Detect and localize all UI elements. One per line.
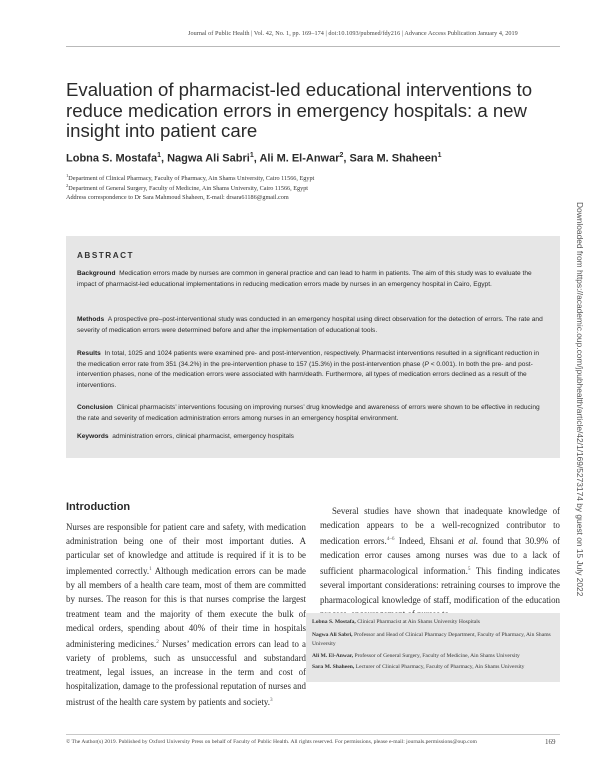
author-name: Lobna S. Mostafa (66, 152, 158, 165)
author-info (312, 663, 556, 672)
abstract-keywords-label: Keywords (77, 433, 109, 440)
author-name: Sara M. Shaheen (349, 152, 438, 165)
author-affil-ref: 1 (249, 152, 254, 159)
download-watermark-text: Downloaded from https://academic.oup.com/jpubhealth/article/42/1/169/5273174 by guest on 15 July 2022 (575, 202, 585, 597)
author-info-name: Lobna S. Mostafa, (312, 619, 356, 625)
introduction-left-column (66, 520, 306, 709)
author-affil-ref: 1 (157, 152, 161, 159)
abstract-conclusion-label: Conclusion (77, 404, 113, 411)
affiliation-number: 1 (66, 173, 69, 178)
abstract-background-label: Background (77, 270, 116, 277)
abstract-conclusion-text: Clinical pharmacists’ interventions focusing on improving nurses’ drug knowledge and awareness of errors were shown to be effective in reducing the rate and severity of medication administration errors among nurses in an emergency hospital environment. (77, 404, 540, 422)
author-name: Nagwa Ali Sabri (167, 152, 250, 165)
author-info (312, 631, 556, 648)
author-info-desc: Clinical Pharmacist at Ain Shams University Hospitals (355, 619, 480, 625)
author-info-name: Nagwa Ali Sabri, (312, 632, 353, 638)
abstract-methods-text: A prospective pre–post-interventional study was conducted in an emergency hospital using direct observation for the detection of errors. The rate and severity of medication errors were determined before and after the implementation of educational tools. (77, 316, 543, 334)
author-separator: , (253, 152, 260, 165)
affiliation-text: Department of Clinical Pharmacy, Faculty of Pharmacy, Ain Shams University, Cairo 11566, Egypt (68, 175, 315, 183)
author-info (312, 618, 556, 627)
introduction-heading: Introduction (66, 501, 131, 513)
abstract-keywords-text: administration errors, clinical pharmacist, emergency hospitals (112, 433, 294, 440)
body-text: found that 30.9% of medication error causes among nurses was due to a lack of sufficient pharmacological information. (320, 536, 560, 577)
abstract-background-text: Medication errors made by nurses are common in general practice and can lead to harm in patients. The aim of this study was to evaluate the impact of pharmacist-led educational implementations in reducing medication errors made by nurses in an emergency hospital in Cairo, Egypt. (77, 270, 532, 288)
abstract-background (77, 269, 549, 290)
citation-ref[interactable]: 4–6 (386, 536, 395, 543)
article-title: Evaluation of pharmacist-led educational interventions to reduce medication errors in emergency hospitals: a new insight into patient care (66, 79, 533, 141)
copyright-notice: © The Author(s) 2019. Published by Oxford University Press on behalf of Faculty of Public Health. All rights reserved. For permissions, please e-mail: journals.permissions@oup.com (66, 739, 477, 745)
author-info-name: Sara M. Shaheen, (312, 664, 355, 670)
abstract-methods (77, 315, 549, 336)
abstract-keywords (77, 432, 549, 443)
introduction-right-column (320, 504, 560, 621)
author-affil-ref: 2 (339, 152, 344, 159)
body-text: This finding indicates several important considerations: retraining courses to improve the pharmacological knowledge of staff, modification of the education (320, 566, 560, 605)
download-watermark (571, 202, 585, 597)
body-text: Several studies have shown that inadequate knowledge of medication appears to be a well-recognized contributor to medication errors. (320, 506, 560, 547)
running-head: Journal of Public Health | Vol. 42, No. 1, pp. 169–174 | doi:10.1093/pubmed/fdy216 | Advance Access Publication January 4, 2019 (188, 30, 518, 37)
author-separator: , (160, 152, 168, 165)
citation-ref[interactable]: 1 (149, 566, 152, 573)
abstract-results-text: < 0.001). In both the pre- and post-intervention phases, none of the medication errors were associated with harm/death. Furthermore, all types of medication errors declined as a result of the interventions. (77, 360, 533, 389)
author-info-desc: Professor of General Surgery, Faculty of Medicine, Ain Shams University (353, 653, 520, 659)
abstract-results (77, 349, 549, 391)
author-info-desc: Lecturer of Clinical Pharmacy, Faculty of Pharmacy, Ain Shams University (354, 664, 525, 670)
author-separator: , (343, 152, 350, 165)
abstract-methods-label: Methods (77, 316, 105, 323)
abstract-heading: ABSTRACT (77, 251, 135, 260)
header-rule (66, 46, 560, 47)
author-info (312, 652, 556, 661)
body-text: Nurses are responsible for patient care and safety, with medication administration being one of their most important duties. A particular set of knowledge and attitude is required if it is to be implemented correctly. (66, 522, 306, 577)
author-info-desc: Professor and Head of Clinical Pharmacy Department, Faculty of Pharmacy, Ain Shams University (312, 632, 551, 647)
body-text: Nurses’ medication errors can lead to a variety of problems, such as unsuccessful and substandard treatment, legal issues, an increase in the term and cost of hospitalization, damage to the professional reputation of nurses and mistrust of the health care system by patients and society. (66, 638, 306, 708)
author-affil-ref: 1 (437, 152, 442, 159)
abstract-results-text: In total, 1025 and 1024 patients were examined pre- and post-intervention, respectively. Pharmacist interventions resulted in a significant reduction in the medication error rate from 351 (34.2%) in the pre-intervention phase to 157 (15.3%) in the post-intervention phase ( (77, 350, 540, 368)
affiliation (66, 183, 308, 192)
body-text: Indeed, Ehsani (394, 536, 459, 547)
citation-ref[interactable]: 3 (270, 697, 273, 704)
affiliation (66, 173, 314, 182)
abstract-conclusion (77, 403, 549, 424)
affiliation-text: Department of General Surgery, Faculty of Medicine, Ain Shams University, Cairo 11566, Egypt (68, 185, 309, 193)
page-number: 169 (545, 738, 556, 746)
correspondence: Address correspondence to Dr Sara Mahmoud Shaheen, E-mail: drsara61186@gmail.com (66, 194, 289, 201)
citation-ref[interactable]: 5 (467, 566, 471, 573)
affiliation-number: 2 (66, 183, 69, 188)
citation-ref[interactable]: 2 (156, 638, 159, 645)
body-text: Although medication errors can be made by all members of a health care team, most of them are committed by nurses. The reason for this is that nurses comprise the largest treatment team and the majority of them execute the bulk of medical orders, spending about 40% of their time in hospitals administering medicines. (66, 566, 307, 649)
author-list (66, 152, 442, 165)
author-name: Ali M. El-Anwar (259, 152, 340, 165)
p-value-symbol: P (424, 360, 429, 368)
author-info-name: Ali M. El-Anwar, (312, 653, 354, 659)
abstract-results-label: Results (77, 350, 101, 357)
footer-rule (66, 734, 560, 735)
body-text-italic: et al. (458, 536, 479, 547)
